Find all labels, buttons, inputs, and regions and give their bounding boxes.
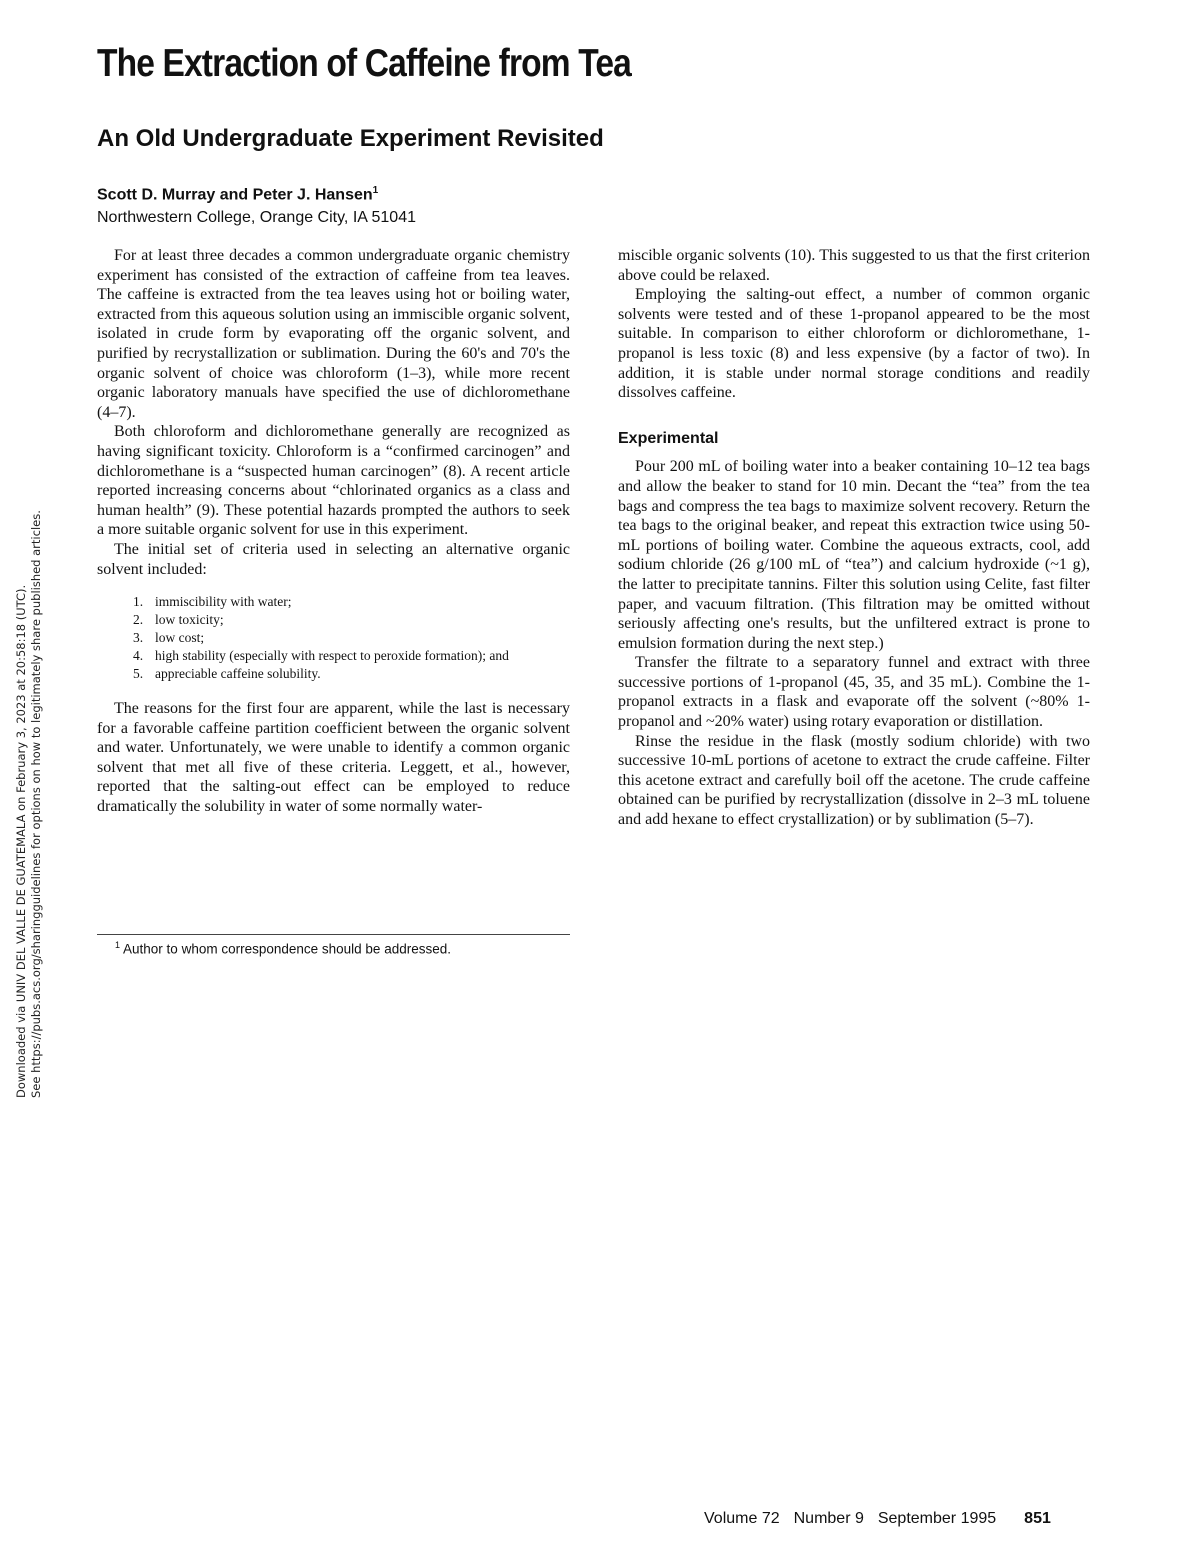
page-number: 851 <box>1024 1510 1051 1527</box>
author-footnote-mark: 1 <box>372 185 379 196</box>
paragraph-criteria-discussion: The reasons for the first four are apparent, while the last is necessary for a favorable caffeine partition coefficient between the organic solvent and water. Unfortunately, we were unable to identify a common organic solvent that met all five of these criteria. Leggett, et al., however, reported that the salting-out effect can be employed to reduce dramatically the solubility in water of some normally water- <box>97 700 570 816</box>
footnote <box>115 940 451 957</box>
download-notice <box>14 458 44 1098</box>
paragraph-procedure-extract: Transfer the filtrate to a separatory funnel and extract with three successive portions of 1-propanol (45, 35, and 35 mL). Combine the 1-propanol extracts in a flask and evaporate off the solvent (~80% 1-propanol and ~20% water) using rotary evaporation or distillation. <box>618 654 1090 731</box>
criteria-item <box>133 629 570 647</box>
paragraph-procedure-purify: Rinse the residue in the flask (mostly sodium chloride) with two successive 10-mL portions of acetone to extract the crude caffeine. Filter this acetone extract and carefully boil off the acetone. The crude caffeine obtained can be purified by recrystallization (dissolve in 2–3 mL toluene and add hexane to effect crystallization) or by sublimation (5–7). <box>618 732 1090 829</box>
paragraph-intro: For at least three decades a common undergraduate organic chemistry experiment has consisted of the extraction of caffeine from tea leaves. The caffeine is extracted from the tea leaves using hot or boiling water, extracted from this aqueous solution using an immiscible organic solvent, isolated in crude form by evaporating off the organic solvent, and purified by recrystallization or sublimation. During the 60's and 70's the organic solvent of choice was chloroform (1–3), while more recent organic laboratory manuals have specified the use of dichloromethane (4–7). <box>97 247 570 421</box>
authors: Scott D. Murray and Peter J. Hansen <box>97 186 373 204</box>
criteria-item <box>133 611 570 629</box>
left-column <box>97 246 570 817</box>
page-footer <box>704 1510 1051 1528</box>
paragraph-salting-out: Employing the salting-out effect, a number of common organic solvents were tested and of these 1-propanol appeared to be the most suitable. In comparison to either chloroform or dichloromethane, 1-propanol is less toxic (8) and less expensive (by a factor of two). In addition, it is stable under normal storage conditions and readily dissolves caffeine. <box>618 286 1090 402</box>
criteria-text: high stability (especially with respect to peroxide formation); and <box>155 648 509 664</box>
footnote-mark: 1 <box>115 940 121 950</box>
criteria-number: 4. <box>133 648 144 664</box>
footnote-text: Author to whom correspondence should be addressed. <box>123 941 451 957</box>
issue-number: Number 9 <box>793 1510 864 1527</box>
criteria-list <box>97 593 570 683</box>
issue-date: September 1995 <box>877 1510 997 1527</box>
affiliation: Northwestern College, Orange City, IA 51041 <box>97 209 416 226</box>
criteria-item <box>133 665 570 683</box>
criteria-number: 5. <box>133 666 144 682</box>
author-line <box>97 185 378 204</box>
section-heading-experimental: Experimental <box>618 429 719 447</box>
criteria-text: immiscibility with water; <box>155 594 292 610</box>
criteria-number: 2. <box>133 612 144 628</box>
right-column <box>618 246 1090 830</box>
criteria-number: 1. <box>133 594 144 610</box>
paragraph-continued: miscible organic solvents (10). This suggested to us that the first criterion above could be relaxed. <box>618 247 1090 284</box>
paragraph-toxicity: Both chloroform and dichloromethane generally are recognized as having significant toxicity. Chloroform is a “confirmed carcinogen” and dichloromethane is a “suspected human carcinogen” (8). A recent article reported increasing concerns about “chlorinated organics as a class and human health” (9). These potential hazards prompted the authors to seek a more suitable organic solvent for use in this experiment. <box>97 423 570 539</box>
paragraph-criteria-intro: The initial set of criteria used in selecting an alternative organic solvent included: <box>97 540 570 578</box>
criteria-text: appreciable caffeine solubility. <box>155 666 321 682</box>
criteria-text: low cost; <box>155 630 205 646</box>
criteria-item <box>133 647 570 665</box>
criteria-text: low toxicity; <box>155 612 224 628</box>
paragraph-procedure-brew: Pour 200 mL of boiling water into a beaker containing 10–12 tea bags and allow the beaker to stand for 10 min. Decant the “tea” from the tea bags and compress the tea bags to maximize solvent recovery. Return the tea bags to the original beaker, and repeat this extraction twice using 50-mL portions of boiling water. Combine the aqueous extracts, cool, add sodium chloride (26 g/100 mL of “tea”) and calcium hydroxide (~1 g), the latter to precipitate tannins. Filter this solution using Celite, fast filter paper, and vacuum filtration. (This filtration may be omitted without seriously affecting one's results, but the unfiltered extract is prone to emulsion formation during the next step.) <box>618 458 1090 652</box>
footnote-rule <box>97 934 570 935</box>
volume: Volume 72 <box>704 1510 780 1527</box>
criteria-item <box>133 593 570 611</box>
download-notice-line: Downloaded via UNIV DEL VALLE DE GUATEMALA on February 3, 2023 at 20:58:18 (UTC). <box>14 584 28 1098</box>
criteria-number: 3. <box>133 630 144 646</box>
article-subtitle: An Old Undergraduate Experiment Revisited <box>97 125 604 152</box>
article-title: The Extraction of Caffeine from Tea <box>97 42 631 85</box>
sharing-guidelines-line: See https://pubs.acs.org/sharingguidelines for options on how to legitimately share published articles. <box>29 510 43 1098</box>
